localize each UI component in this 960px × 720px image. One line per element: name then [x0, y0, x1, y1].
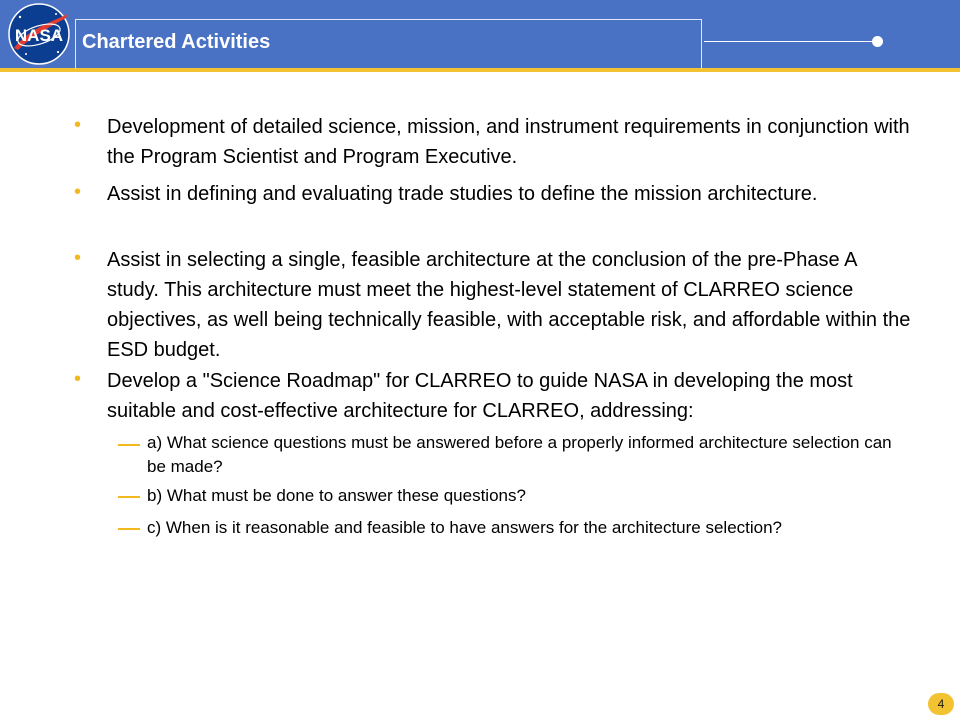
- bullet-item: Assist in defining and evaluating trade studies to define the mission architecture.: [107, 183, 818, 205]
- dash-icon: [118, 444, 140, 446]
- dash-icon: [118, 528, 140, 530]
- nasa-logo: [6, 2, 74, 66]
- header-decor-line: [704, 41, 876, 42]
- bullet-item: Assist in selecting a single, feasible architecture at the conclusion of the pre-Phase A study. This architecture must meet the highest-level statement of CLARREO science objectives, as well being technically feasible, with acceptable risk, and affordable within the ESD budget.: [107, 249, 911, 361]
- bullet-dot-icon: •: [74, 114, 82, 136]
- sub-bullet-item: a) What science questions must be answered before a properly informed architecture selection can be made?: [147, 433, 892, 476]
- dash-icon: [118, 496, 140, 498]
- bullet-item: Development of detailed science, mission, and instrument requirements in conjunction with the Program Scientist and Program Executive.: [107, 116, 910, 168]
- bullet-item: Develop a "Science Roadmap" for CLARREO to guide NASA in developing the most suitable and cost-effective architecture for CLARREO, addressing:: [107, 370, 853, 422]
- header-decor-dot: [872, 36, 883, 47]
- sub-bullet-item: c) When is it reasonable and feasible to have answers for the architecture selection?: [147, 518, 783, 537]
- bullet-dot-icon: •: [74, 368, 82, 390]
- page-number-badge: 4: [928, 693, 954, 715]
- bullet-dot-icon: •: [74, 247, 82, 269]
- svg-text:NASA: NASA: [14, 26, 64, 45]
- bullet-dot-icon: •: [74, 181, 82, 203]
- sub-bullet-item: b) What must be done to answer these questions?: [147, 486, 526, 505]
- slide-title: Chartered Activities: [82, 31, 271, 53]
